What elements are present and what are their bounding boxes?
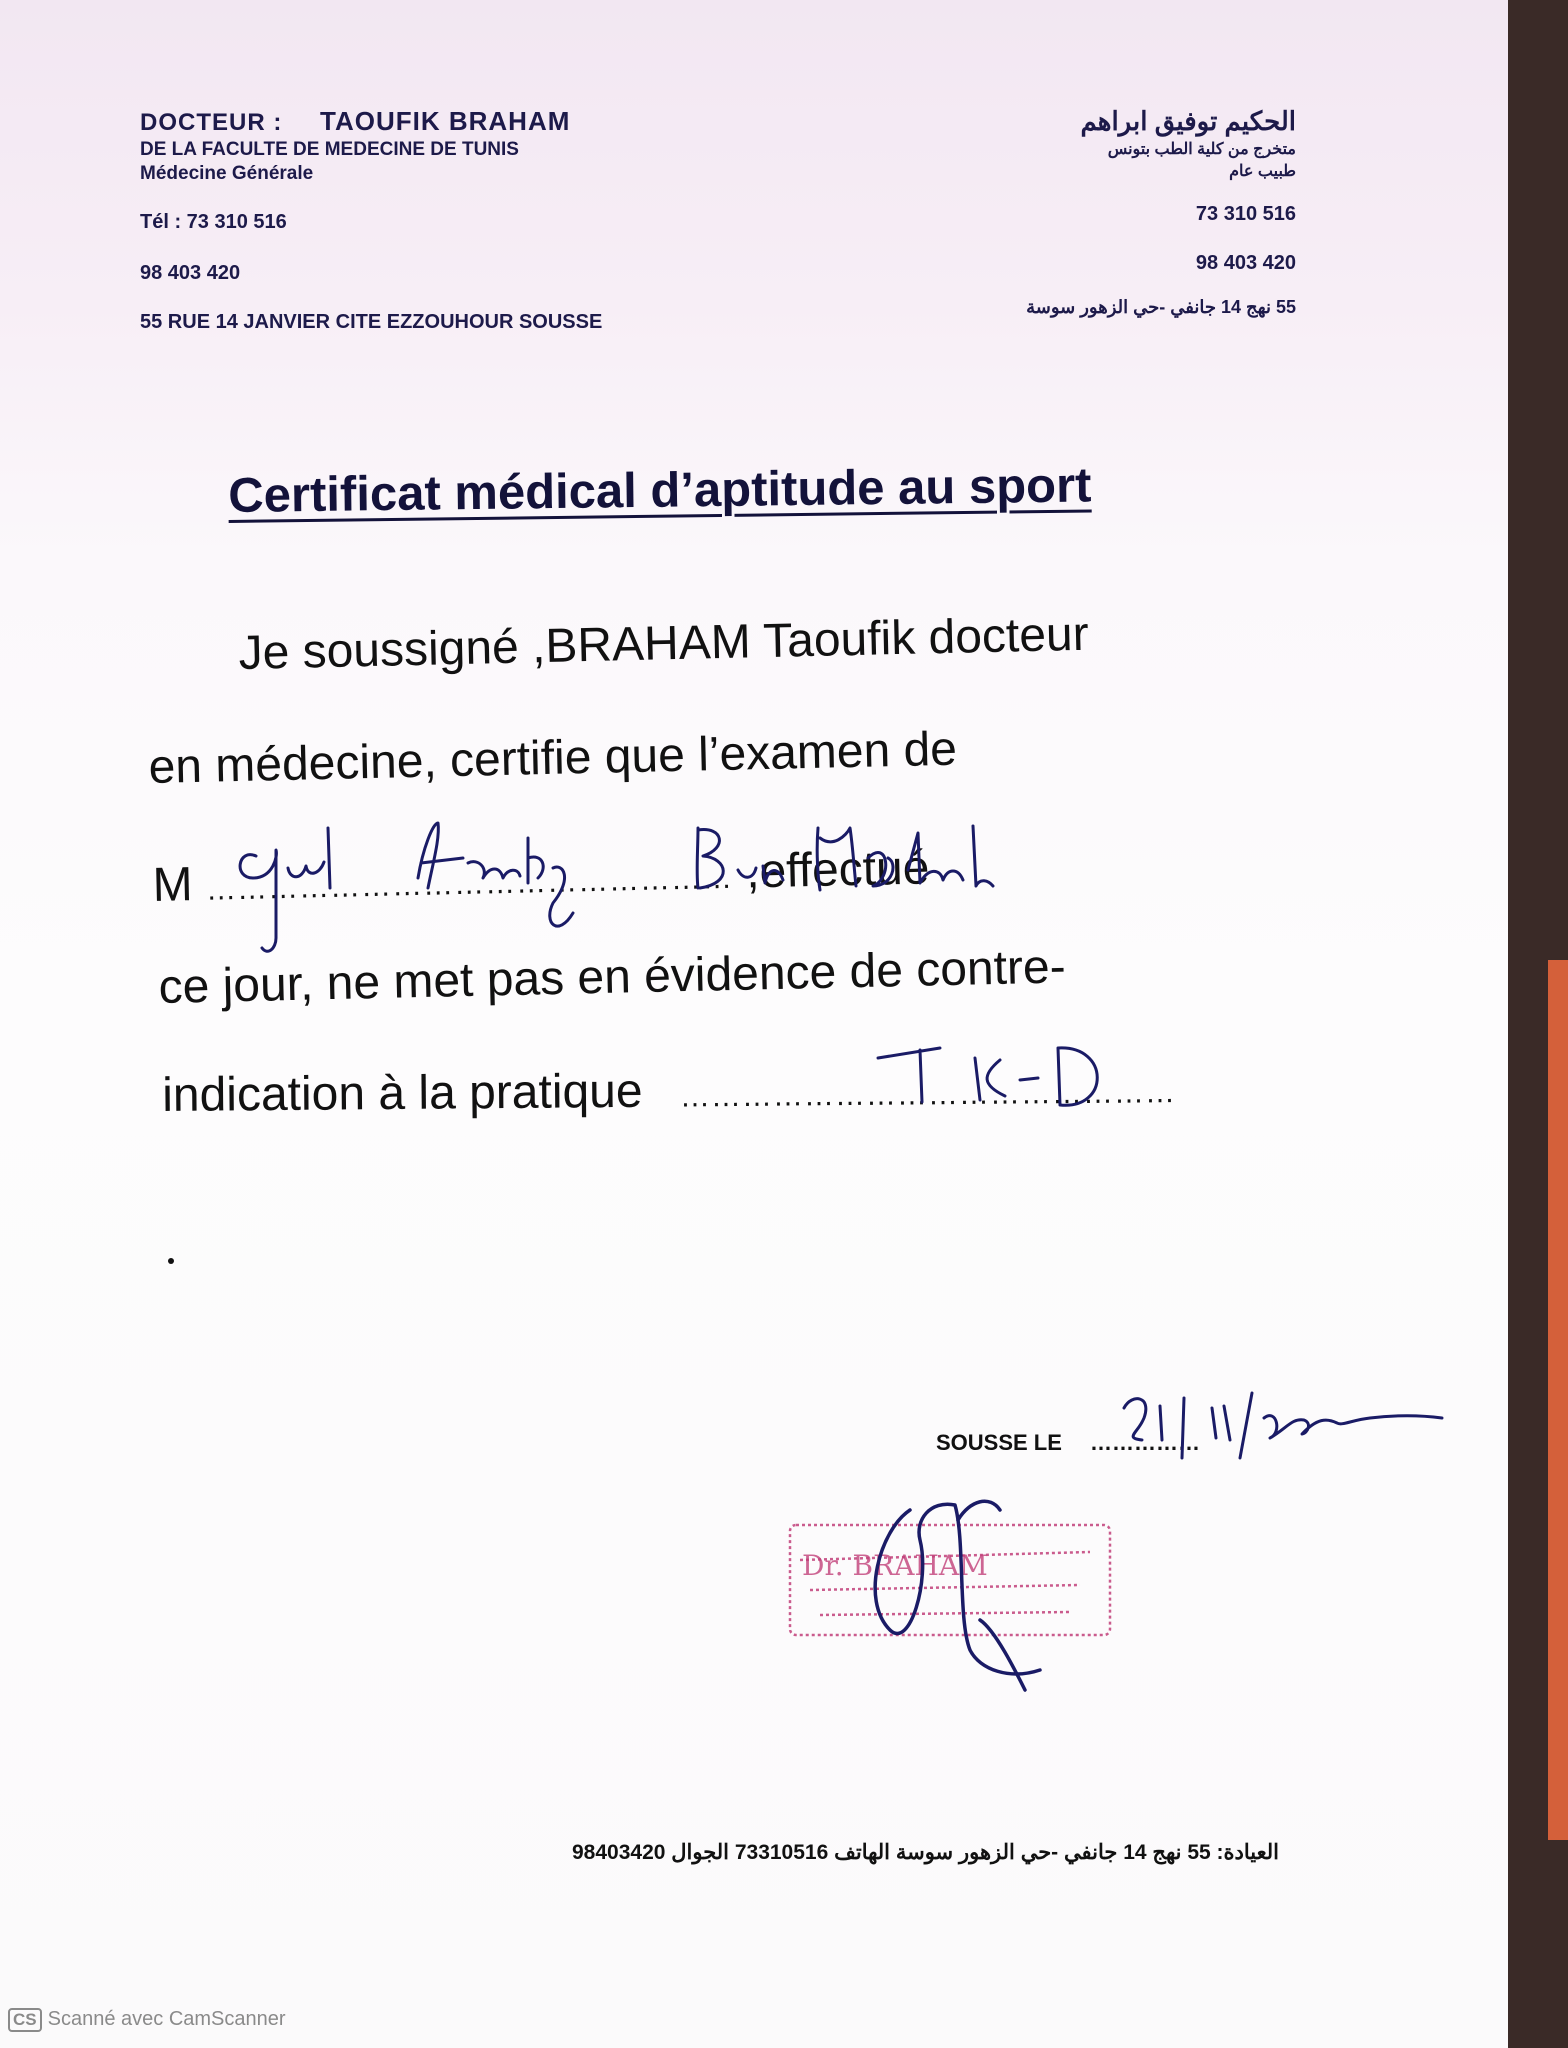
- date-place-line: [936, 1430, 1200, 1456]
- doctor-address-ar: 55 نهج 14 جانفي -حي الزهور سوسة: [1026, 297, 1296, 317]
- footer-address-ar: العيادة: 55 نهج 14 جانفي -حي الزهور سوسة الهاتف 73310516 الجوال 98403420: [572, 1841, 1279, 1864]
- sousse-label: SOUSSE LE: [936, 1430, 1062, 1455]
- doctor-header-fr: [140, 106, 602, 334]
- body-line-3: [152, 840, 930, 913]
- body-line-1: Je soussigné ,BRAHAM Taoufik docteur: [238, 607, 1090, 680]
- doctor-mobile: 98 403 420: [140, 262, 241, 284]
- doctor-mobile-ar: 98 403 420: [1195, 252, 1296, 274]
- camscanner-logo-icon: CS: [8, 2008, 42, 2032]
- practice-dots: …………………………………………: [679, 1076, 1177, 1114]
- doctor-specialty-ar: طبيب عام: [1229, 163, 1296, 180]
- patient-suffix: ,effectué: [745, 841, 930, 899]
- date-dots: ……………: [1090, 1430, 1201, 1455]
- doctor-name-ar: الحكيم توفيق ابراهم: [1080, 106, 1296, 136]
- doctor-specialty: Médecine Générale: [140, 163, 314, 184]
- doctor-faculty-ar: متخرج من كلية الطب بتونس: [1107, 141, 1296, 158]
- certificate-title: Certificat médical d’aptitude au sport: [228, 458, 1092, 523]
- doctor-address: 55 RUE 14 JANVIER CITE EZZOUHOUR SOUSSE: [140, 311, 603, 333]
- doctor-phone: Tél : 73 310 516: [140, 211, 287, 233]
- doctor-stamp-signature: [780, 1480, 1140, 1700]
- doctor-label: DOCTEUR :: [140, 109, 283, 136]
- background-edge-orange: [1548, 960, 1568, 1840]
- body-line-5: [162, 1059, 1176, 1123]
- stamp-text: Dr. BRAHAM: [802, 1549, 988, 1582]
- body-line-2: en médecine, certifie que l’examen de: [148, 722, 958, 794]
- stray-period: [168, 1258, 174, 1264]
- patient-prefix: M: [152, 858, 194, 912]
- doctor-name: TAOUFIK BRAHAM: [320, 106, 571, 136]
- camscanner-watermark: [8, 2008, 286, 2032]
- doctor-faculty: DE LA FACULTE DE MEDECINE DE TUNIS: [140, 139, 519, 160]
- doctor-title-line: [140, 106, 602, 137]
- patient-dots: ……………………………………………: [205, 861, 734, 907]
- practice-prefix: indication à la pratique: [162, 1064, 643, 1122]
- handwritten-date: [1112, 1378, 1512, 1478]
- camscanner-label: Scanné avec CamScanner: [47, 2008, 286, 2030]
- body-line-4: ce jour, ne met pas en évidence de contre-: [158, 940, 1067, 1014]
- doctor-phone-ar: 73 310 516: [1195, 203, 1296, 225]
- doctor-header-ar: [1026, 106, 1296, 318]
